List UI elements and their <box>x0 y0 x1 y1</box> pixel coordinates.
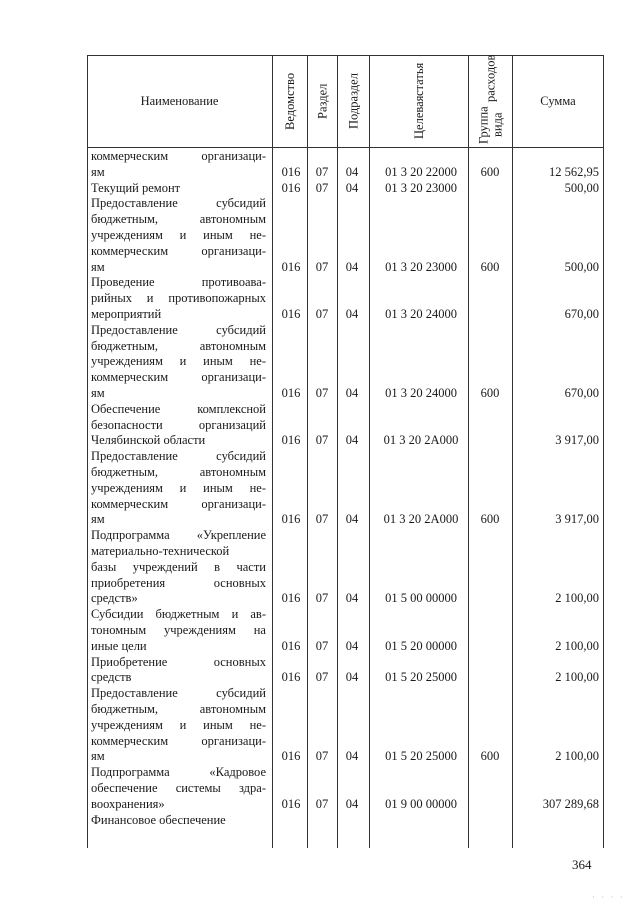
header-vedomstvo: Ведомство <box>283 72 297 130</box>
row-name-line: Подпрограмма «Укрепление <box>91 528 266 543</box>
row-summa: 670,00 <box>564 307 599 321</box>
row-gruppa: 600 <box>480 749 500 764</box>
row-gruppa: 600 <box>480 259 500 274</box>
row-celevaya-statya: 01 5 20 25000 <box>385 670 457 685</box>
column-rule <box>468 55 469 848</box>
row-podrazdel: 04 <box>345 386 359 400</box>
row-summa: 3 917,00 <box>555 433 599 448</box>
row-vedomstvo: 016 <box>281 670 301 685</box>
row-razdel: 07 <box>315 386 329 400</box>
row-vedomstvo: 016 <box>281 386 301 400</box>
row-name-line: безопасности организаций <box>91 417 266 432</box>
row-name-line: воохранения» <box>91 796 165 811</box>
row-name-line: материально-технической <box>91 544 230 558</box>
header-gruppa-line-1: Группа вида <box>476 105 505 144</box>
scan-artifact-dots: · · · · <box>592 892 625 902</box>
row-name-line: Текущий ремонт <box>91 180 181 195</box>
row-razdel: 07 <box>315 796 329 811</box>
column-rule <box>307 55 308 848</box>
row-name-line: мероприятий <box>91 307 162 321</box>
column-rule <box>369 55 370 848</box>
row-name-line: Приобретение основных <box>91 654 266 669</box>
row-podrazdel: 04 <box>345 638 359 653</box>
row-name-line: ям <box>91 164 105 179</box>
row-name-line: иные цели <box>91 638 147 653</box>
row-name-line: обеспечение системы здра- <box>91 781 266 795</box>
header-podrazdel: Подраздел <box>346 73 361 129</box>
row-name-line: учреждениям и иным не- <box>91 480 266 495</box>
row-celevaya-statya: 01 3 20 22000 <box>385 164 457 179</box>
row-celevaya-statya: 01 3 20 24000 <box>385 307 457 321</box>
header-name: Наименование <box>140 94 219 108</box>
row-podrazdel: 04 <box>345 259 359 274</box>
row-name-line: ям <box>91 259 105 274</box>
row-summa: 500,00 <box>564 180 599 195</box>
row-name-line: Проведение противоава- <box>91 275 266 290</box>
row-podrazdel: 04 <box>345 180 359 195</box>
row-name-line: Предоставление субсидий <box>91 196 266 211</box>
row-name-line: коммерческим организаци- <box>91 243 266 258</box>
row-name-line: Обеспечение комплексной <box>91 401 266 416</box>
row-razdel: 07 <box>315 591 329 606</box>
row-razdel: 07 <box>315 259 329 274</box>
header-celevaya-line-2: статья <box>412 62 426 96</box>
row-name-line: бюджетным, автономным <box>91 465 266 479</box>
row-summa: 2 100,00 <box>555 749 599 764</box>
row-celevaya-statya: 01 5 20 25000 <box>385 749 457 764</box>
row-name-line: ям <box>91 749 105 764</box>
row-summa: 2 100,00 <box>555 638 599 653</box>
row-summa: 2 100,00 <box>555 670 599 685</box>
row-celevaya-statya: 01 5 20 00000 <box>385 638 457 653</box>
row-summa: 3 917,00 <box>555 512 599 527</box>
column-rule <box>272 55 273 848</box>
row-vedomstvo: 016 <box>281 433 301 448</box>
row-podrazdel: 04 <box>345 670 359 685</box>
row-razdel: 07 <box>315 638 329 653</box>
row-summa: 500,00 <box>564 259 599 274</box>
row-razdel: 07 <box>315 670 329 685</box>
row-celevaya-statya: 01 3 20 2А000 <box>383 512 459 527</box>
row-name-line: средств <box>91 670 132 685</box>
header-razdel: Раздел <box>315 83 330 119</box>
row-name-line: коммерческим организаци- <box>91 149 266 163</box>
row-name-line: учреждениям и иным не- <box>91 717 266 732</box>
row-name-line: учреждениям и иным не- <box>91 354 266 369</box>
row-vedomstvo: 016 <box>281 180 301 195</box>
row-podrazdel: 04 <box>345 796 359 811</box>
row-gruppa: 600 <box>480 512 500 527</box>
header-summa: Сумма <box>540 94 576 108</box>
row-name-line: Субсидии бюджетным и ав- <box>91 607 266 622</box>
row-summa: 12 562,95 <box>549 164 599 179</box>
row-summa: 2 100,00 <box>555 591 599 606</box>
row-name-line: Предоставление субсидий <box>91 449 266 464</box>
row-name-line: бюджетным, автономным <box>91 338 266 353</box>
row-summa: 307 289,68 <box>542 796 599 811</box>
row-name-line: Предоставление субсидий <box>91 686 266 701</box>
row-name-line: бюджетным, автономным <box>91 212 266 227</box>
row-vedomstvo: 016 <box>281 164 301 179</box>
row-name-line: коммерческим организаци- <box>91 370 266 385</box>
row-gruppa: 600 <box>480 386 500 400</box>
row-name-line: бюджетным, автономным <box>91 702 266 716</box>
row-razdel: 07 <box>315 180 329 195</box>
header-gruppa-line-2: расходов <box>483 55 498 103</box>
row-name-line: учреждениям и иным не- <box>91 228 266 242</box>
row-name-line: коммерческим организаци- <box>91 496 266 511</box>
header-gruppa-vida-raskhodov <box>469 55 512 147</box>
row-podrazdel: 04 <box>345 307 359 321</box>
row-vedomstvo: 016 <box>281 591 301 606</box>
row-vedomstvo: 016 <box>281 259 301 274</box>
row-vedomstvo: 016 <box>281 796 301 811</box>
row-vedomstvo: 016 <box>281 307 301 321</box>
row-podrazdel: 04 <box>345 749 359 764</box>
row-podrazdel: 04 <box>345 164 359 179</box>
row-razdel: 07 <box>315 164 329 179</box>
row-celevaya-statya: 01 3 20 23000 <box>385 180 457 195</box>
row-vedomstvo: 016 <box>281 749 301 764</box>
header-celevaya-statya <box>370 55 468 147</box>
row-name-line: Предоставление субсидий <box>91 322 266 337</box>
header-celevaya-line-1: Целевая <box>412 95 426 140</box>
row-razdel: 07 <box>315 749 329 764</box>
row-name-line: тономным учреждениям на <box>91 623 266 637</box>
row-celevaya-statya: 01 3 20 2А000 <box>383 433 459 448</box>
row-name-line: приобретения основных <box>91 575 266 590</box>
row-name-line: базы учреждений в части <box>91 559 266 574</box>
row-vedomstvo: 016 <box>281 638 301 653</box>
row-celevaya-statya: 01 3 20 24000 <box>385 386 457 400</box>
row-name-line: коммерческим организаци- <box>91 733 266 748</box>
row-name-line: Подпрограмма «Кадровое <box>91 765 266 780</box>
row-vedomstvo: 016 <box>281 512 301 527</box>
row-celevaya-statya: 01 3 20 23000 <box>385 259 457 274</box>
row-name-line: ям <box>91 386 105 400</box>
column-rule <box>337 55 338 848</box>
row-name-line: средств» <box>91 591 138 606</box>
row-gruppa: 600 <box>480 164 500 179</box>
row-name-line: Финансовое обеспечение <box>91 812 226 827</box>
row-razdel: 07 <box>315 307 329 321</box>
row-summa: 670,00 <box>564 386 599 400</box>
row-celevaya-statya: 01 5 00 00000 <box>385 591 457 606</box>
row-razdel: 07 <box>315 433 329 448</box>
page-number: 364 <box>572 857 592 872</box>
row-name-line: ям <box>91 512 105 527</box>
row-celevaya-statya: 01 9 00 00000 <box>385 796 457 811</box>
header-divider <box>87 147 604 148</box>
row-podrazdel: 04 <box>345 512 359 527</box>
row-name-line: рийных и противопожарных <box>91 291 266 306</box>
row-razdel: 07 <box>315 512 329 527</box>
row-podrazdel: 04 <box>345 591 359 606</box>
row-name-line: Челябинской области <box>91 433 206 448</box>
row-podrazdel: 04 <box>345 433 359 448</box>
